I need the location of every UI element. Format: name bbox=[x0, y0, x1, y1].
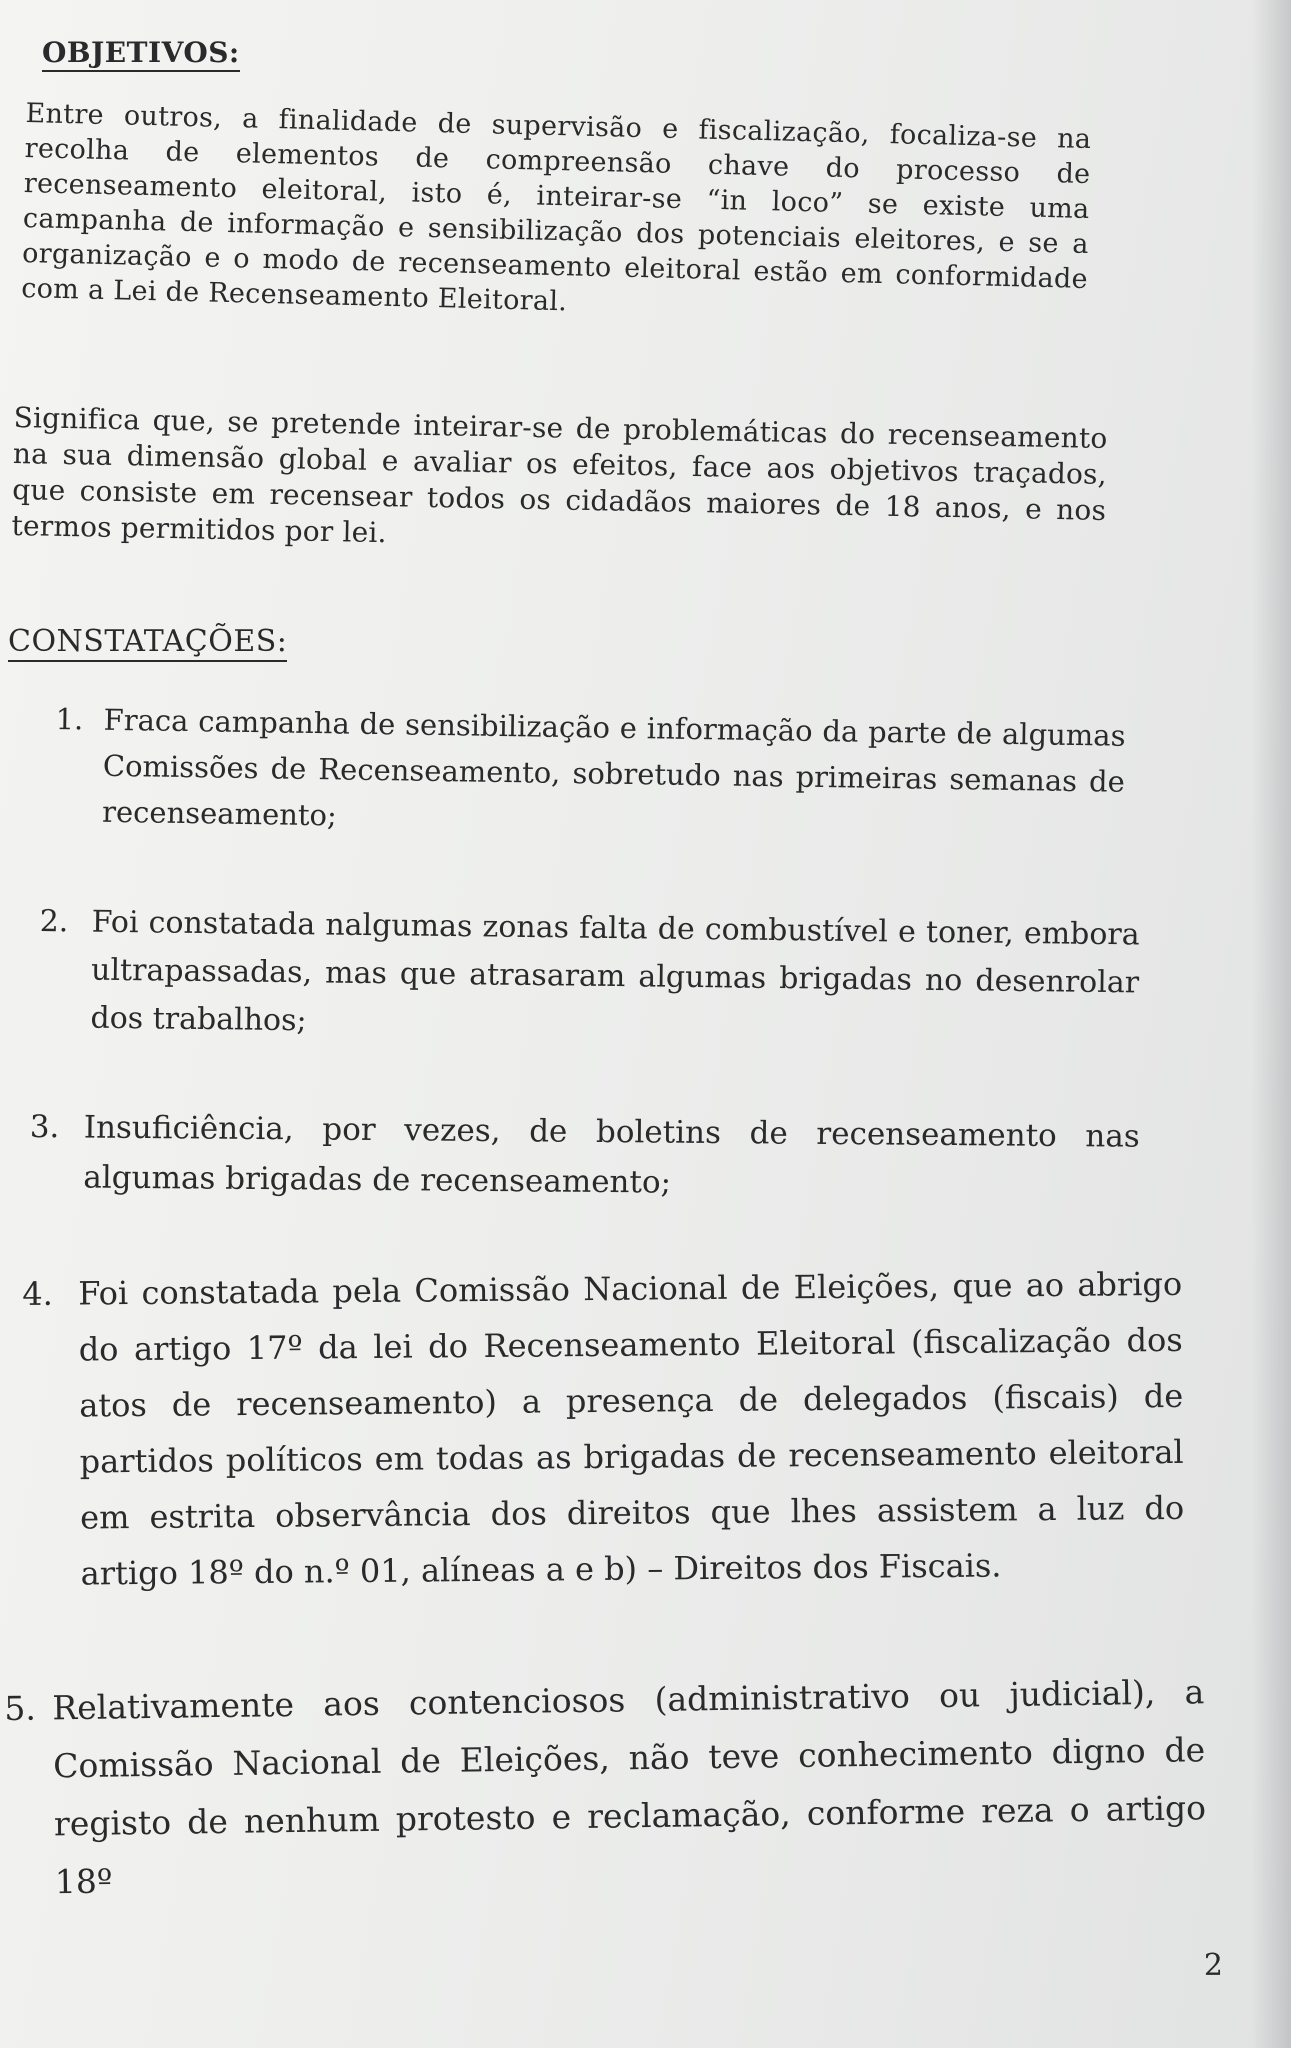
list-item-number: 5. bbox=[4, 1688, 37, 1728]
list-item bbox=[54, 696, 1126, 851]
list-item bbox=[4, 1663, 1207, 1912]
list-item-number: 3. bbox=[29, 1108, 60, 1146]
list-item-text: Insuficiência, por vezes, de boletins de recenseamento nas algumas brigadas de recenseamento; bbox=[83, 1109, 1140, 1201]
list-item-number: 4. bbox=[22, 1274, 53, 1313]
list-item bbox=[38, 898, 1140, 1055]
objetivos-paragraph-1: Entre outros, a finalidade de supervisão e fiscalização, focaliza-se na recolha de elementos de compreensão chave do processo de recenseamento eleitoral, isto é, inteirar-se “in loco” se existe uma campanha de informação e sensibilização dos potenciais eleitores, e se a organização e o modo de recenseamento eleitoral estão em conformidade com a Lei de Recenseamento Eleitoral. bbox=[20, 97, 1092, 318]
objetivos-heading: OBJETIVOS: bbox=[42, 36, 240, 72]
page-edge-shadow bbox=[1251, 0, 1291, 2048]
constatacoes-heading: CONSTATAÇÕES: bbox=[8, 624, 287, 662]
list-item-text: Fraca campanha de sensibilização e informação da parte de algumas Comissões de Recenseamento, sobretudo nas primeiras semanas de recenseamento; bbox=[101, 702, 1126, 833]
list-item bbox=[29, 1102, 1140, 1212]
list-item-text: Relativamente aos contenciosos (administrativo ou judicial), a Comissão Nacional de Eleições, não teve conhecimento digno de registo de nenhum protesto e reclamação, conforme reza o artigo 18º bbox=[52, 1672, 1207, 1902]
list-item-number: 1. bbox=[55, 701, 84, 737]
list-item bbox=[22, 1256, 1185, 1602]
list-item-number: 2. bbox=[39, 903, 69, 940]
list-item-text: Foi constatada pela Comissão Nacional de Eleições, que ao abrigo do artigo 17º da lei do Recenseamento Eleitoral (fiscalização dos atos de recenseamento) a presença de delegados (fiscais) de partidos políticos em todas as brigadas de recenseamento eleitoral em estrita observância dos direitos que lhes assistem a luz do artigo 18º do n.º 01, alíneas a e b) – Direitos dos Fiscais. bbox=[78, 1264, 1185, 1593]
list-item-text: Foi constatada nalgumas zonas falta de combustível e toner, embora ultrapassadas, mas que atrasaram algumas brigadas no desenrolar dos trabalhos; bbox=[90, 904, 1140, 1039]
objetivos-paragraph-2: Significa que, se pretende inteirar-se de problemáticas do recenseamento na sua dimensão global e avaliar os efeitos, face aos objetivos traçados, que consiste em recensear todos os cidadãos maiores de 18 anos, e nos termos permitidos por lei. bbox=[11, 400, 1108, 550]
page-number: 2 bbox=[1203, 1948, 1223, 1983]
